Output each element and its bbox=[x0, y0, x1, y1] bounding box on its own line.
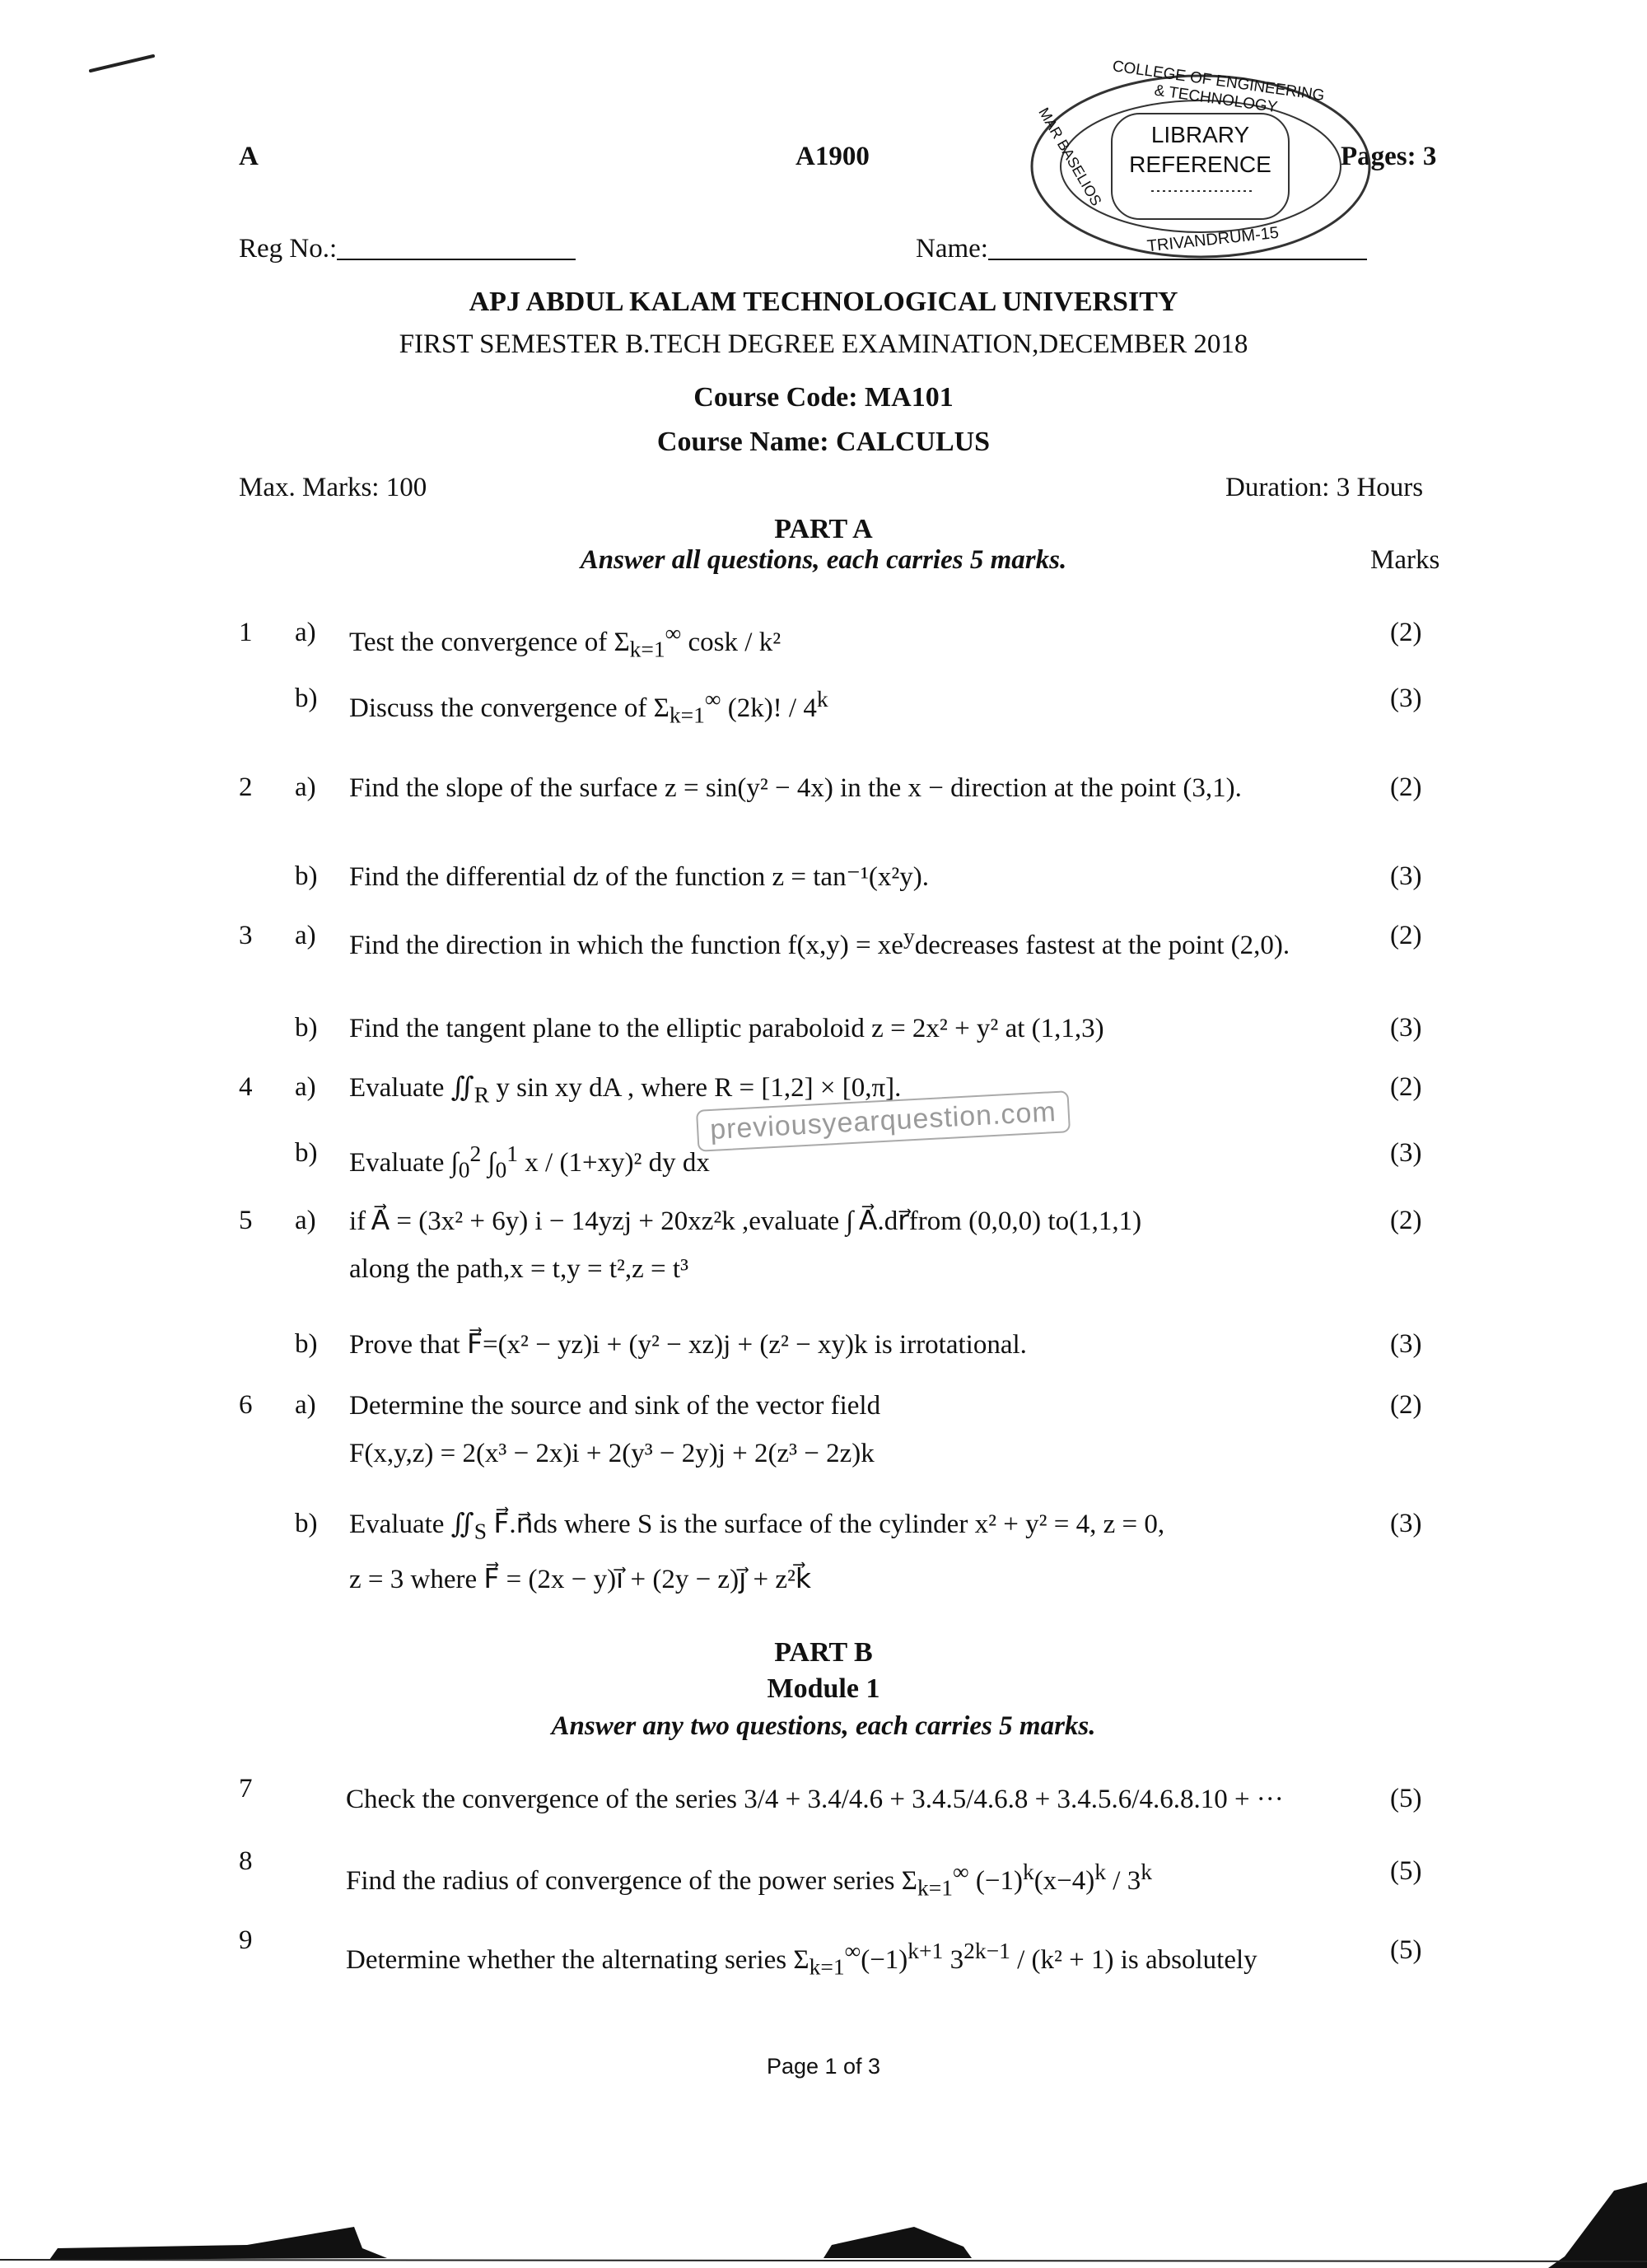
marks-header: Marks bbox=[1370, 545, 1440, 575]
module-title: Module 1 bbox=[767, 1673, 880, 1704]
question-text: Determine the source and sink of the vector field F(x,y,z) = 2(x³ − 2x)i + 2(y³ − 2y)j + 2(z³ − 2z)k bbox=[349, 1391, 881, 1468]
question-marks: (5) bbox=[1390, 1935, 1422, 1965]
question-text: Find the differential dz of the function z = tan⁻¹(x²y). bbox=[349, 862, 930, 892]
question-text: Evaluate $∬_R$ y sin xy dA , where R = [1,2] × [0,π]. bbox=[349, 1073, 902, 1108]
question-subpart: b) bbox=[295, 861, 318, 891]
stamp-bottom-text: TRIVANDRUM-15 bbox=[1145, 223, 1281, 256]
scan-pen-stroke bbox=[89, 53, 156, 74]
question-text: if A⃗ = (3x² + 6y) i − 14yzj + 20xz²k ,evaluate ∫ A⃗.dr⃗from (0,0,0) to(1,1,1) along the path,x = t,y = t²,z = t³ bbox=[349, 1206, 1142, 1284]
reg-no-field bbox=[239, 232, 576, 266]
stamp-left-text: MAR BASELIOS bbox=[1035, 105, 1105, 209]
reg-no-blank bbox=[337, 234, 576, 260]
question-subpart: a) bbox=[295, 1072, 316, 1102]
question-marks: (3) bbox=[1390, 1329, 1422, 1359]
question-text: Find the direction in which the function $f(x,y) = xe^ydecreases$ fastest at the point (2,0). bbox=[349, 923, 1290, 960]
question-number: 4 bbox=[239, 1072, 253, 1102]
question-number: 3 bbox=[239, 921, 253, 950]
stamp-line2: REFERENCE bbox=[1129, 152, 1271, 177]
part-b-instruction: Answer any two questions, each carries 5 marks. bbox=[551, 1711, 1096, 1741]
question-text: Find the slope of the surface z = sin(y² − 4x) in the x − direction at the point (3,1). bbox=[349, 773, 1242, 803]
question-subpart: a) bbox=[295, 772, 316, 802]
stamp-line1: LIBRARY bbox=[1150, 122, 1250, 147]
question-text: Evaluate $\int_0^2$ $\int_0^1$ x / (1+xy)² dy dx bbox=[349, 1141, 710, 1183]
stamp-text-layer bbox=[1019, 58, 1382, 272]
question-marks: (2) bbox=[1390, 921, 1422, 950]
duration: Duration: 3 Hours bbox=[1225, 473, 1424, 502]
scan-bottom-artifacts bbox=[0, 2158, 1647, 2268]
page-count: Pages: 3 bbox=[1341, 142, 1437, 171]
part-b-title: PART B bbox=[774, 1637, 873, 1668]
question-number: 6 bbox=[239, 1390, 253, 1420]
course-name: Course Name: CALCULUS bbox=[656, 427, 991, 457]
question-subpart: b) bbox=[295, 684, 318, 713]
question-subpart: b) bbox=[295, 1138, 318, 1168]
question-text: Discuss the convergence of $\Sigma_{k=1}^\infty$ (2k)! / 4$^k$ bbox=[349, 686, 828, 728]
question-subpart: a) bbox=[295, 1390, 316, 1420]
question-text: Find the tangent plane to the elliptic paraboloid z = 2x² + y² at (1,1,3) bbox=[349, 1014, 1104, 1043]
question-text: Determine whether the alternating series $\Sigma_{k=1}^\infty(-1)^{k+1}$ $3^{2k-1} / (k^2 + 1)$ is absolutely bbox=[346, 1938, 1257, 1980]
question-subpart: b) bbox=[295, 1329, 318, 1359]
question-text: Prove that F⃗=(x² − yz)i + (y² − xz)j + (z² − xy)k is irrotational. bbox=[349, 1330, 1027, 1360]
question-number: 1 bbox=[239, 618, 253, 647]
question-number: 8 bbox=[239, 1846, 253, 1876]
question-text: Evaluate $∬_S$ F⃗.n⃗ds where S is the surface of the cylinder x² + y² = 4, z = 0, z = 3 where F⃗ = (2x − y)i⃗ + (2y − z)j⃗ + z²k⃗ bbox=[349, 1510, 1165, 1594]
reg-no-label: Reg No.: bbox=[239, 234, 338, 264]
paper-code: A1900 bbox=[796, 142, 870, 171]
question-marks: (3) bbox=[1390, 684, 1422, 713]
watermark: previousyearquestion.com bbox=[696, 1090, 1071, 1152]
question-number: 2 bbox=[239, 772, 253, 802]
page-footer: Page 1 of 3 bbox=[766, 2054, 881, 2079]
question-subpart: a) bbox=[295, 618, 316, 647]
question-marks: (2) bbox=[1390, 618, 1422, 647]
part-a-instruction: Answer all questions, each carries 5 marks. bbox=[580, 545, 1067, 575]
question-text: Check the convergence of the series 3/4 + 3.4/4.6 + 3.4.5/4.6.8 + 3.4.5.6/4.6.8.10 + ··· bbox=[346, 1785, 1284, 1814]
question-text: Test the convergence of $\Sigma_{k=1}^\infty$ cosk / k² bbox=[349, 620, 782, 662]
question-text: Find the radius of convergence of the power series $\Sigma_{k=1}^\infty$ $(-1)^k(x-4)^k / 3^k$ bbox=[346, 1859, 1152, 1901]
question-marks: (2) bbox=[1390, 1072, 1422, 1102]
question-number: 5 bbox=[239, 1206, 253, 1235]
question-marks: (5) bbox=[1390, 1784, 1422, 1813]
question-marks: (3) bbox=[1390, 1138, 1422, 1168]
question-marks: (3) bbox=[1390, 1013, 1422, 1043]
part-a-title: PART A bbox=[774, 514, 873, 544]
max-marks: Max. Marks: 100 bbox=[239, 473, 427, 502]
question-marks: (2) bbox=[1390, 1390, 1422, 1420]
question-marks: (5) bbox=[1390, 1856, 1422, 1886]
question-number: 7 bbox=[239, 1774, 253, 1804]
question-marks: (2) bbox=[1390, 1206, 1422, 1235]
stamp-top-text: COLLEGE OF ENGINEERING & TECHNOLOGY bbox=[1111, 58, 1326, 117]
set-label: A bbox=[239, 142, 259, 171]
question-subpart: a) bbox=[295, 921, 316, 950]
name-label: Name: bbox=[916, 234, 988, 264]
question-number: 9 bbox=[239, 1925, 253, 1955]
question-subpart: b) bbox=[295, 1013, 318, 1043]
question-subpart: b) bbox=[295, 1509, 318, 1538]
question-marks: (2) bbox=[1390, 772, 1422, 802]
question-marks: (3) bbox=[1390, 861, 1422, 891]
course-code: Course Code: MA101 bbox=[693, 382, 954, 413]
university-name: APJ ABDUL KALAM TECHNOLOGICAL UNIVERSITY bbox=[469, 287, 1178, 317]
question-marks: (3) bbox=[1390, 1509, 1422, 1538]
exam-title: FIRST SEMESTER B.TECH DEGREE EXAMINATION,DECEMBER 2018 bbox=[399, 329, 1248, 359]
question-subpart: a) bbox=[295, 1206, 316, 1235]
